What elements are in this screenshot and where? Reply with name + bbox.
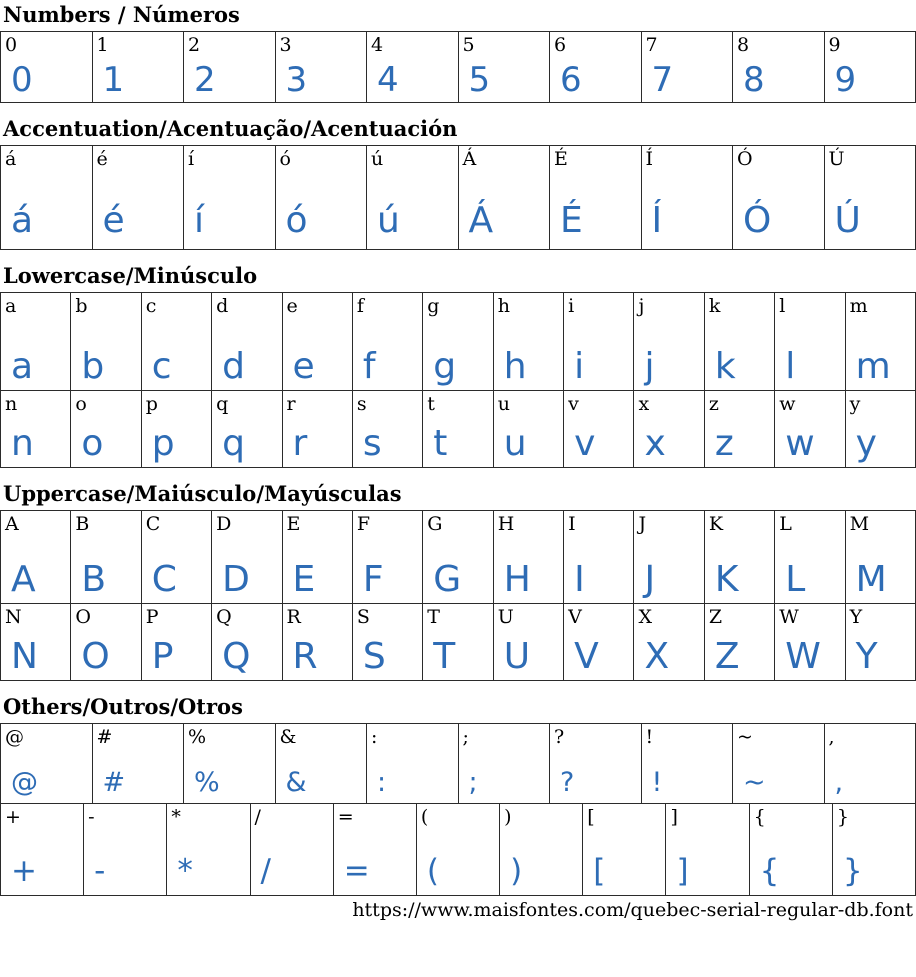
sample-glyph: g [433, 349, 456, 385]
reference-glyph: 2 [188, 33, 200, 57]
reference-glyph: Ú [829, 147, 845, 171]
reference-glyph: * [171, 805, 181, 829]
sample-glyph: M [856, 562, 887, 598]
reference-glyph: k [709, 294, 721, 318]
sample-glyph: 9 [835, 63, 857, 97]
glyph-cell [353, 293, 423, 391]
glyph-cell [494, 293, 564, 391]
sample-glyph: v [574, 426, 595, 462]
glyph-row [0, 723, 916, 804]
glyph-cell [142, 604, 212, 681]
reference-glyph: B [75, 512, 89, 536]
sample-glyph: x [644, 426, 665, 462]
reference-glyph: O [75, 605, 91, 629]
sample-glyph: ] [676, 856, 688, 887]
glyph-cell [634, 293, 704, 391]
reference-glyph: ! [646, 725, 654, 749]
reference-glyph: 8 [737, 33, 749, 57]
sample-glyph: = [344, 856, 370, 887]
glyph-cell [142, 391, 212, 468]
glyph-row [0, 292, 916, 391]
reference-glyph: # [97, 725, 113, 749]
sample-glyph: / [261, 856, 271, 887]
glyph-cell [550, 32, 642, 103]
sample-glyph: 2 [194, 63, 216, 97]
sample-glyph: w [785, 426, 814, 462]
sample-glyph: A [11, 562, 36, 598]
glyph-cell [459, 724, 551, 804]
glyph-cell [564, 604, 634, 681]
reference-glyph: e [287, 294, 298, 318]
sample-glyph: ~ [743, 769, 766, 796]
section-title: Accentuation/Acentuação/Acentuación [3, 116, 916, 142]
reference-glyph: ; [463, 725, 469, 749]
glyph-cell [1, 293, 71, 391]
glyph-cell [93, 32, 185, 103]
reference-glyph: n [5, 392, 17, 416]
sample-glyph: q [222, 426, 245, 462]
sample-glyph: a [11, 349, 33, 385]
reference-glyph: j [638, 294, 644, 318]
reference-glyph: h [498, 294, 510, 318]
reference-glyph: P [146, 605, 159, 629]
sample-glyph: ) [510, 856, 522, 887]
sample-glyph: 6 [560, 63, 582, 97]
reference-glyph: p [146, 392, 158, 416]
reference-glyph: G [427, 512, 442, 536]
reference-glyph: ~ [737, 725, 753, 749]
sample-glyph: f [363, 349, 376, 385]
glyph-cell [825, 32, 916, 103]
reference-glyph: m [850, 294, 868, 318]
reference-glyph: 4 [371, 33, 383, 57]
glyph-cell [846, 293, 916, 391]
reference-glyph: 7 [646, 33, 658, 57]
reference-glyph: F [357, 512, 370, 536]
sample-glyph: : [377, 769, 386, 796]
reference-glyph: : [371, 725, 377, 749]
font-section [0, 2, 916, 103]
sample-glyph: d [222, 349, 245, 385]
reference-glyph: ] [670, 805, 677, 829]
sample-glyph: t [433, 426, 447, 462]
reference-glyph: & [280, 725, 297, 749]
sample-glyph: # [103, 769, 126, 796]
sample-glyph: E [293, 562, 316, 598]
glyph-cell [212, 511, 282, 604]
glyph-cell [283, 293, 353, 391]
reference-glyph: J [638, 512, 646, 536]
reference-glyph: í [188, 147, 194, 171]
glyph-cell [775, 293, 845, 391]
reference-glyph: r [287, 392, 296, 416]
sample-glyph: ú [377, 203, 400, 239]
sample-glyph: S [363, 639, 386, 675]
glyph-cell [367, 32, 459, 103]
glyph-cell [705, 293, 775, 391]
glyph-cell [142, 293, 212, 391]
font-section [0, 694, 916, 896]
sample-glyph: Z [715, 639, 740, 675]
reference-glyph: I [568, 512, 576, 536]
reference-glyph: b [75, 294, 87, 318]
glyph-cell [564, 391, 634, 468]
sample-glyph: h [504, 349, 527, 385]
reference-glyph: E [287, 512, 301, 536]
glyph-cell [846, 391, 916, 468]
section-title: Others/Outros/Otros [3, 694, 916, 720]
glyph-cell [642, 724, 734, 804]
glyph-cell [276, 724, 368, 804]
sample-glyph: Ó [743, 203, 771, 239]
font-section [0, 481, 916, 681]
glyph-cell [184, 724, 276, 804]
reference-glyph: [ [587, 805, 594, 829]
glyph-cell [459, 32, 551, 103]
sample-glyph: 7 [652, 63, 674, 97]
glyph-cell [642, 32, 734, 103]
sample-glyph: B [81, 562, 106, 598]
glyph-cell [142, 511, 212, 604]
sample-glyph: É [560, 203, 583, 239]
sample-glyph: Á [469, 203, 494, 239]
sample-glyph: j [644, 349, 654, 385]
glyph-cell [212, 604, 282, 681]
glyph-cell [750, 804, 833, 896]
sample-glyph: ( [427, 856, 439, 887]
reference-glyph: ? [554, 725, 564, 749]
sample-glyph: z [715, 426, 734, 462]
glyph-cell [367, 724, 459, 804]
reference-glyph: 3 [280, 33, 292, 57]
sample-glyph: T [433, 639, 455, 675]
glyph-cell [825, 146, 916, 250]
sample-glyph: @ [11, 769, 38, 796]
sample-glyph: Í [652, 203, 663, 239]
reference-glyph: 5 [463, 33, 475, 57]
reference-glyph: z [709, 392, 719, 416]
glyph-cell [846, 511, 916, 604]
reference-glyph: / [255, 805, 261, 829]
glyph-cell [583, 804, 666, 896]
sample-glyph: P [152, 639, 174, 675]
glyph-cell [459, 146, 551, 250]
glyph-row [0, 804, 916, 896]
reference-glyph: u [498, 392, 510, 416]
glyph-cell [93, 146, 185, 250]
glyph-cell [423, 604, 493, 681]
sample-glyph: * [177, 856, 193, 887]
glyph-cell [825, 724, 916, 804]
font-section [0, 263, 916, 468]
glyph-cell [564, 511, 634, 604]
sample-glyph: F [363, 562, 384, 598]
sample-glyph: 0 [11, 63, 33, 97]
glyph-cell [666, 804, 749, 896]
glyph-cell [1, 391, 71, 468]
glyph-cell [353, 511, 423, 604]
glyph-cell [283, 391, 353, 468]
sample-glyph: í [194, 203, 204, 239]
sample-glyph: Ú [835, 203, 861, 239]
sample-glyph: K [715, 562, 739, 598]
glyph-cell [564, 293, 634, 391]
sample-glyph: [ [593, 856, 605, 887]
sample-glyph: e [293, 349, 315, 385]
reference-glyph: ó [280, 147, 291, 171]
reference-glyph: N [5, 605, 22, 629]
reference-glyph: É [554, 147, 568, 171]
sample-glyph: Y [856, 639, 878, 675]
reference-glyph: q [216, 392, 228, 416]
glyph-row [0, 145, 916, 250]
sample-glyph: , [835, 769, 844, 796]
sample-glyph: R [293, 639, 318, 675]
sample-glyph: { [760, 856, 780, 887]
glyph-cell [167, 804, 250, 896]
glyph-cell [733, 32, 825, 103]
sample-glyph: y [856, 426, 877, 462]
reference-glyph: A [5, 512, 19, 536]
section-title: Lowercase/Minúsculo [3, 263, 916, 289]
sample-glyph: ? [560, 769, 574, 796]
reference-glyph: Q [216, 605, 232, 629]
reference-glyph: C [146, 512, 161, 536]
sample-glyph: 5 [469, 63, 491, 97]
glyph-cell [71, 293, 141, 391]
reference-glyph: t [427, 392, 435, 416]
glyph-cell [212, 391, 282, 468]
reference-glyph: % [188, 725, 206, 749]
sample-glyph: & [286, 769, 307, 796]
section-title: Uppercase/Maiúsculo/Mayúsculas [3, 481, 916, 507]
sample-glyph: % [194, 769, 220, 796]
reference-glyph: R [287, 605, 301, 629]
reference-glyph: S [357, 605, 370, 629]
sample-glyph: L [785, 562, 805, 598]
reference-glyph: w [779, 392, 795, 416]
glyph-cell [733, 146, 825, 250]
glyph-cell [550, 146, 642, 250]
sample-glyph: é [103, 203, 125, 239]
glyph-cell [634, 604, 704, 681]
reference-glyph: i [568, 294, 574, 318]
sample-glyph: - [94, 856, 105, 887]
glyph-cell [71, 511, 141, 604]
font-specimen-sheet [0, 2, 916, 896]
glyph-cell [494, 391, 564, 468]
reference-glyph: o [75, 392, 86, 416]
glyph-cell [833, 804, 916, 896]
sample-glyph: 4 [377, 63, 399, 97]
glyph-cell [705, 511, 775, 604]
glyph-cell [283, 511, 353, 604]
sample-glyph: s [363, 426, 382, 462]
reference-glyph: @ [5, 725, 24, 749]
glyph-cell [1, 724, 93, 804]
sample-glyph: 1 [103, 63, 125, 97]
sample-glyph: k [715, 349, 736, 385]
reference-glyph: ú [371, 147, 383, 171]
reference-glyph: ( [421, 805, 428, 829]
sample-glyph: N [11, 639, 38, 675]
reference-glyph: a [5, 294, 16, 318]
sample-glyph: } [843, 856, 863, 887]
reference-glyph: 0 [5, 33, 17, 57]
reference-glyph: s [357, 392, 367, 416]
glyph-cell [1, 146, 93, 250]
sample-glyph: Q [222, 639, 250, 675]
glyph-cell [184, 146, 276, 250]
reference-glyph: Í [646, 147, 654, 171]
reference-glyph: { [754, 805, 766, 829]
sample-glyph: n [11, 426, 34, 462]
source-url: https://www.maisfontes.com/quebec-serial-regular-db.font [0, 899, 913, 921]
sample-glyph: ! [652, 769, 663, 796]
sample-glyph: I [574, 562, 585, 598]
glyph-cell [71, 604, 141, 681]
glyph-cell [1, 511, 71, 604]
sample-glyph: ; [469, 769, 478, 796]
reference-glyph: K [709, 512, 723, 536]
reference-glyph: - [88, 805, 94, 829]
glyph-cell [494, 511, 564, 604]
sample-glyph: X [644, 639, 669, 675]
glyph-cell [367, 146, 459, 250]
sample-glyph: l [785, 349, 795, 385]
glyph-cell [334, 804, 417, 896]
reference-glyph: ) [504, 805, 511, 829]
reference-glyph: T [427, 605, 440, 629]
glyph-cell [846, 604, 916, 681]
glyph-cell [423, 391, 493, 468]
reference-glyph: L [779, 512, 792, 536]
sample-glyph: J [644, 562, 655, 598]
font-section [0, 116, 916, 250]
reference-glyph: D [216, 512, 231, 536]
glyph-row [0, 31, 916, 103]
glyph-cell [93, 724, 185, 804]
reference-glyph: X [638, 605, 652, 629]
sample-glyph: O [81, 639, 109, 675]
sample-glyph: u [504, 426, 527, 462]
glyph-cell [184, 32, 276, 103]
reference-glyph: = [338, 805, 354, 829]
glyph-cell [417, 804, 500, 896]
reference-glyph: 6 [554, 33, 566, 57]
reference-glyph: + [5, 805, 21, 829]
reference-glyph: U [498, 605, 514, 629]
glyph-cell [353, 391, 423, 468]
reference-glyph: M [850, 512, 869, 536]
glyph-cell [1, 804, 84, 896]
glyph-cell [733, 724, 825, 804]
glyph-cell [775, 511, 845, 604]
sample-glyph: o [81, 426, 103, 462]
reference-glyph: Y [850, 605, 863, 629]
glyph-row [0, 391, 916, 468]
glyph-cell [423, 511, 493, 604]
sample-glyph: c [152, 349, 172, 385]
glyph-cell [212, 293, 282, 391]
reference-glyph: , [829, 725, 835, 749]
glyph-cell [423, 293, 493, 391]
reference-glyph: l [779, 294, 785, 318]
sample-glyph: á [11, 203, 33, 239]
glyph-cell [500, 804, 583, 896]
sample-glyph: D [222, 562, 250, 598]
reference-glyph: H [498, 512, 515, 536]
reference-glyph: x [638, 392, 649, 416]
reference-glyph: é [97, 147, 108, 171]
sample-glyph: ó [286, 203, 308, 239]
reference-glyph: 9 [829, 33, 841, 57]
sample-glyph: C [152, 562, 177, 598]
sample-glyph: + [11, 856, 37, 887]
reference-glyph: f [357, 294, 364, 318]
reference-glyph: c [146, 294, 157, 318]
glyph-cell [775, 391, 845, 468]
sample-glyph: m [856, 349, 891, 385]
reference-glyph: á [5, 147, 16, 171]
glyph-row [0, 510, 916, 604]
glyph-cell [550, 724, 642, 804]
sample-glyph: H [504, 562, 531, 598]
glyph-cell [634, 391, 704, 468]
sample-glyph: r [293, 426, 308, 462]
glyph-cell [705, 391, 775, 468]
sample-glyph: p [152, 426, 175, 462]
reference-glyph: y [850, 392, 861, 416]
glyph-cell [494, 604, 564, 681]
glyph-cell [276, 32, 368, 103]
sample-glyph: G [433, 562, 461, 598]
reference-glyph: d [216, 294, 228, 318]
glyph-cell [1, 32, 93, 103]
sample-glyph: b [81, 349, 104, 385]
sample-glyph: i [574, 349, 584, 385]
reference-glyph: W [779, 605, 799, 629]
reference-glyph: 1 [97, 33, 109, 57]
reference-glyph: g [427, 294, 439, 318]
sample-glyph: W [785, 639, 821, 675]
glyph-cell [84, 804, 167, 896]
glyph-cell [251, 804, 334, 896]
reference-glyph: Á [463, 147, 477, 171]
sample-glyph: V [574, 639, 599, 675]
reference-glyph: Z [709, 605, 722, 629]
glyph-cell [283, 604, 353, 681]
reference-glyph: V [568, 605, 582, 629]
reference-glyph: Ó [737, 147, 753, 171]
section-title: Numbers / Números [3, 2, 916, 28]
glyph-cell [1, 604, 71, 681]
sample-glyph: 3 [286, 63, 308, 97]
glyph-cell [634, 511, 704, 604]
glyph-cell [705, 604, 775, 681]
glyph-cell [276, 146, 368, 250]
reference-glyph: } [837, 805, 849, 829]
glyph-cell [71, 391, 141, 468]
sample-glyph: 8 [743, 63, 765, 97]
reference-glyph: v [568, 392, 579, 416]
glyph-cell [775, 604, 845, 681]
glyph-row [0, 604, 916, 681]
glyph-cell [642, 146, 734, 250]
sample-glyph: U [504, 639, 530, 675]
glyph-cell [353, 604, 423, 681]
